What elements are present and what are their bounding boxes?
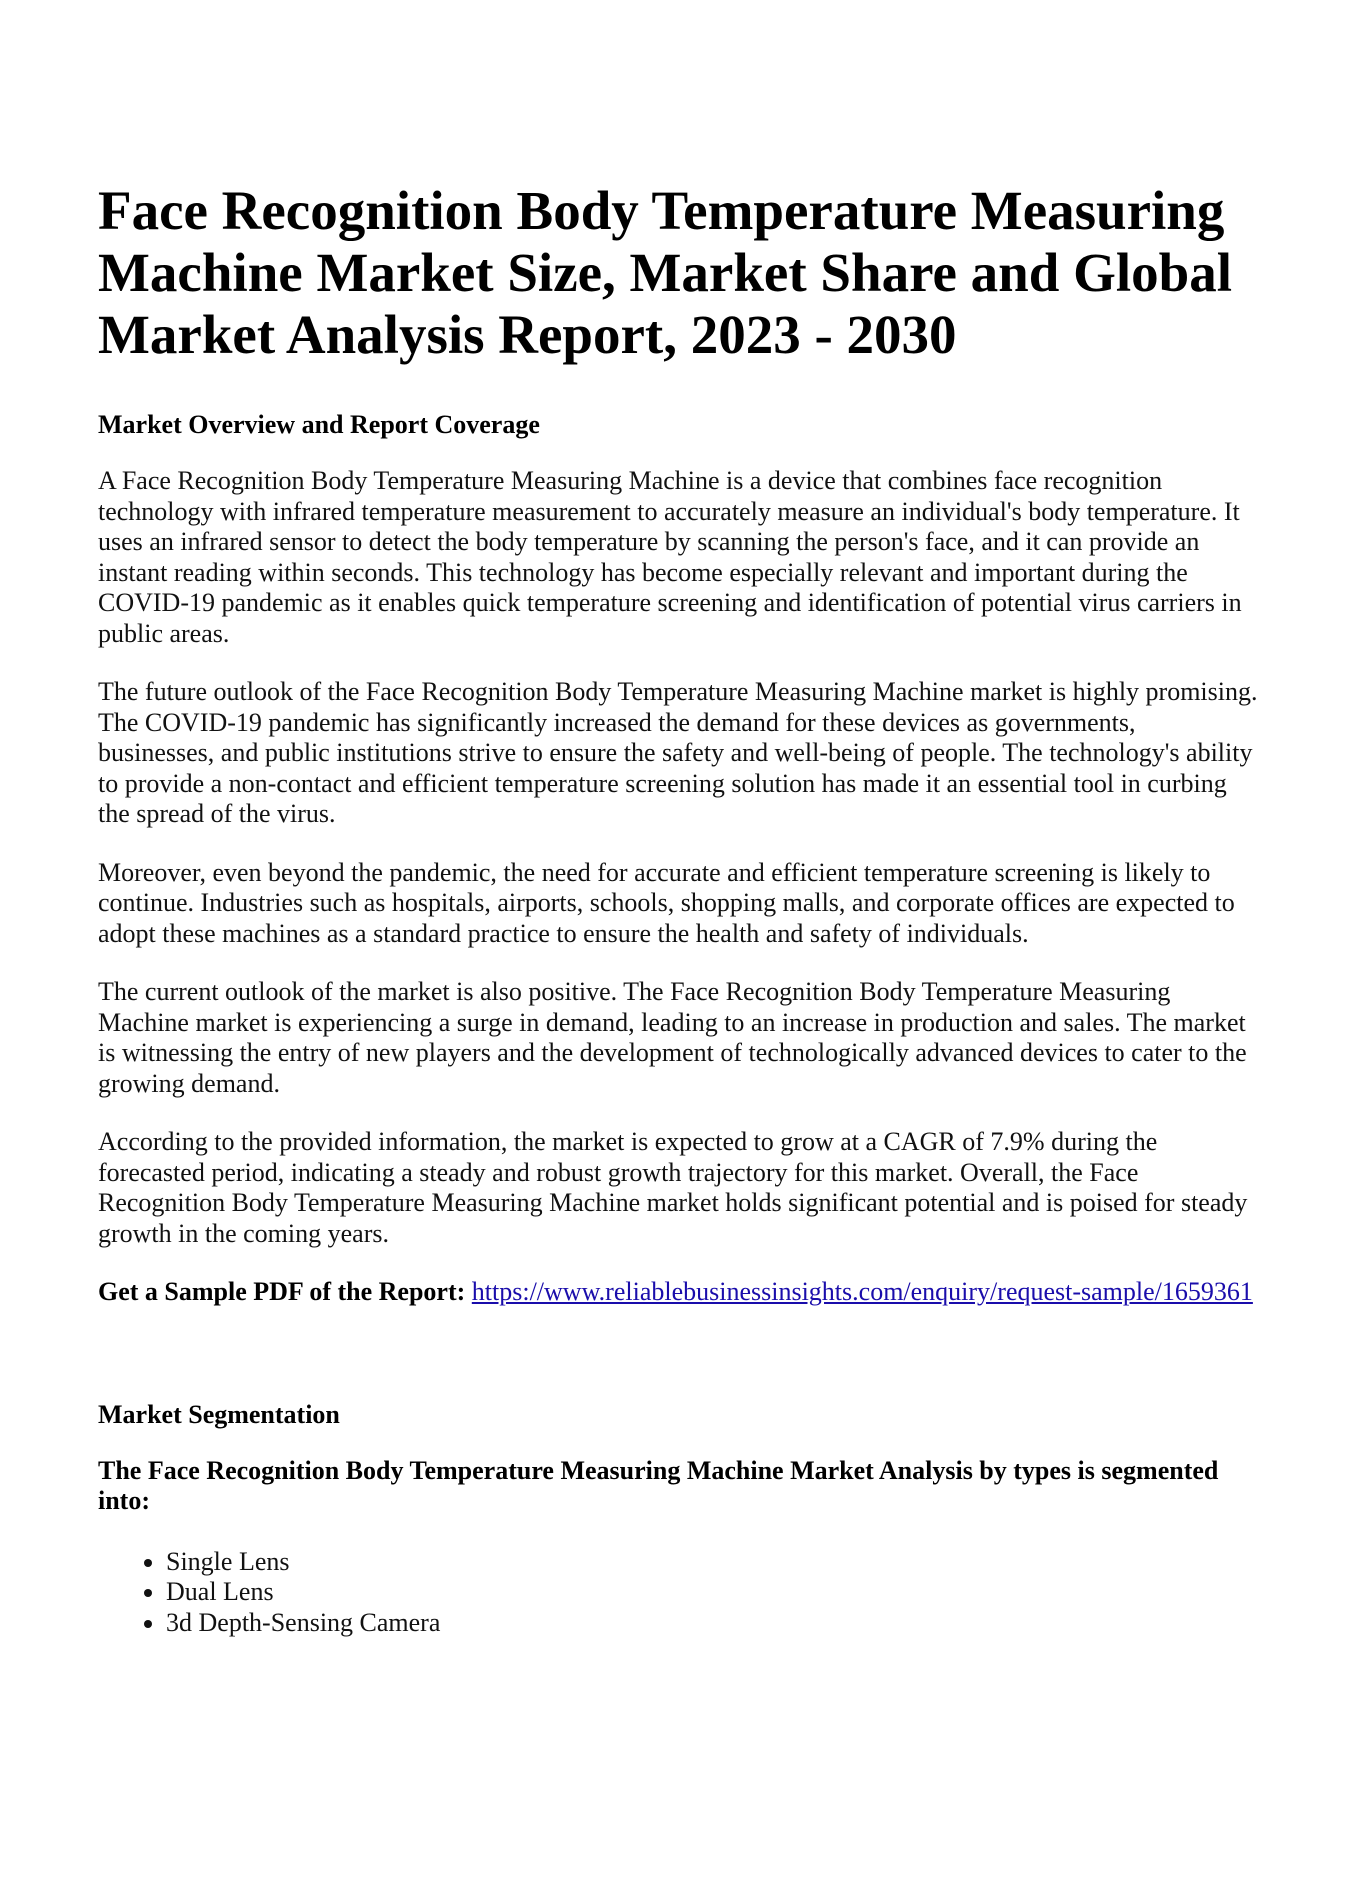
list-item: • Dual Lens bbox=[166, 1577, 1258, 1608]
sample-pdf-label: Get a Sample PDF of the Report: bbox=[98, 1277, 466, 1306]
sample-pdf-line bbox=[98, 1277, 1258, 1308]
paragraph-3: Moreover, even beyond the pandemic, the need for accurate and efficient temperature screening is likely to continue. Industries such as hospitals, airports, schools, shopping malls, and corporate offices are expected to adopt these machines as a standard practice to ensure the health and safety of individuals. bbox=[98, 857, 1235, 948]
page-title: Face Recognition Body Temperature Measuring Machine Market Size, Market Share and Global Market Analysis Report, 2023 - 2030 bbox=[98, 180, 1233, 365]
sample-pdf-link[interactable]: https://www.reliablebusinessinsights.com/enquiry/request-sample/1659361 bbox=[471, 1277, 1253, 1306]
types-list bbox=[98, 1547, 1258, 1639]
paragraph-2: The future outlook of the Face Recognition Body Temperature Measuring Machine market is highly promising. The COVID-19 pandemic has significantly increased the demand for these devices as governments, businesses, and public institutions strive to ensure the safety and well-being of people. The technology's ability to provide a non-contact and efficient temperature screening solution has made it an essential tool in curbing the spread of the virus. bbox=[98, 677, 1258, 828]
paragraph-4: The current outlook of the market is also positive. The Face Recognition Body Temperature Measuring Machine market is experiencing a surge in demand, leading to an increase in production and sales. The market is witnessing the entry of new players and the development of technologically advanced devices to cater to the growing demand. bbox=[98, 977, 1247, 1098]
segmentation-heading: Market Segmentation bbox=[98, 1399, 340, 1429]
overview-heading: Market Overview and Report Coverage bbox=[98, 410, 540, 439]
list-item: • 3d Depth-Sensing Camera bbox=[166, 1608, 1258, 1639]
document-page bbox=[98, 180, 1258, 1638]
spacer bbox=[98, 1308, 1258, 1400]
paragraph-5: According to the provided information, the market is expected to grow at a CAGR of 7.9% during the forecasted period, indicating a steady and robust growth trajectory for this market. Overall, the Face Recognition Body Temperature Measuring Machine market holds significant potential and is poised for steady growth in the coming years. bbox=[98, 1127, 1248, 1248]
list-item: • Single Lens bbox=[166, 1547, 1258, 1578]
paragraph-1: A Face Recognition Body Temperature Measuring Machine is a device that combines face recognition technology with infrared temperature measurement to accurately measure an individual's body temperature. It uses an infrared sensor to detect the body temperature by scanning the person's face, and it can provide an instant reading within seconds. This technology has become especially relevant and important during the COVID-19 pandemic as it enables quick temperature screening and identification of potential virus carriers in public areas. bbox=[98, 466, 1242, 648]
types-heading: The Face Recognition Body Temperature Measuring Machine Market Analysis by types is segmented into: bbox=[98, 1455, 1219, 1515]
